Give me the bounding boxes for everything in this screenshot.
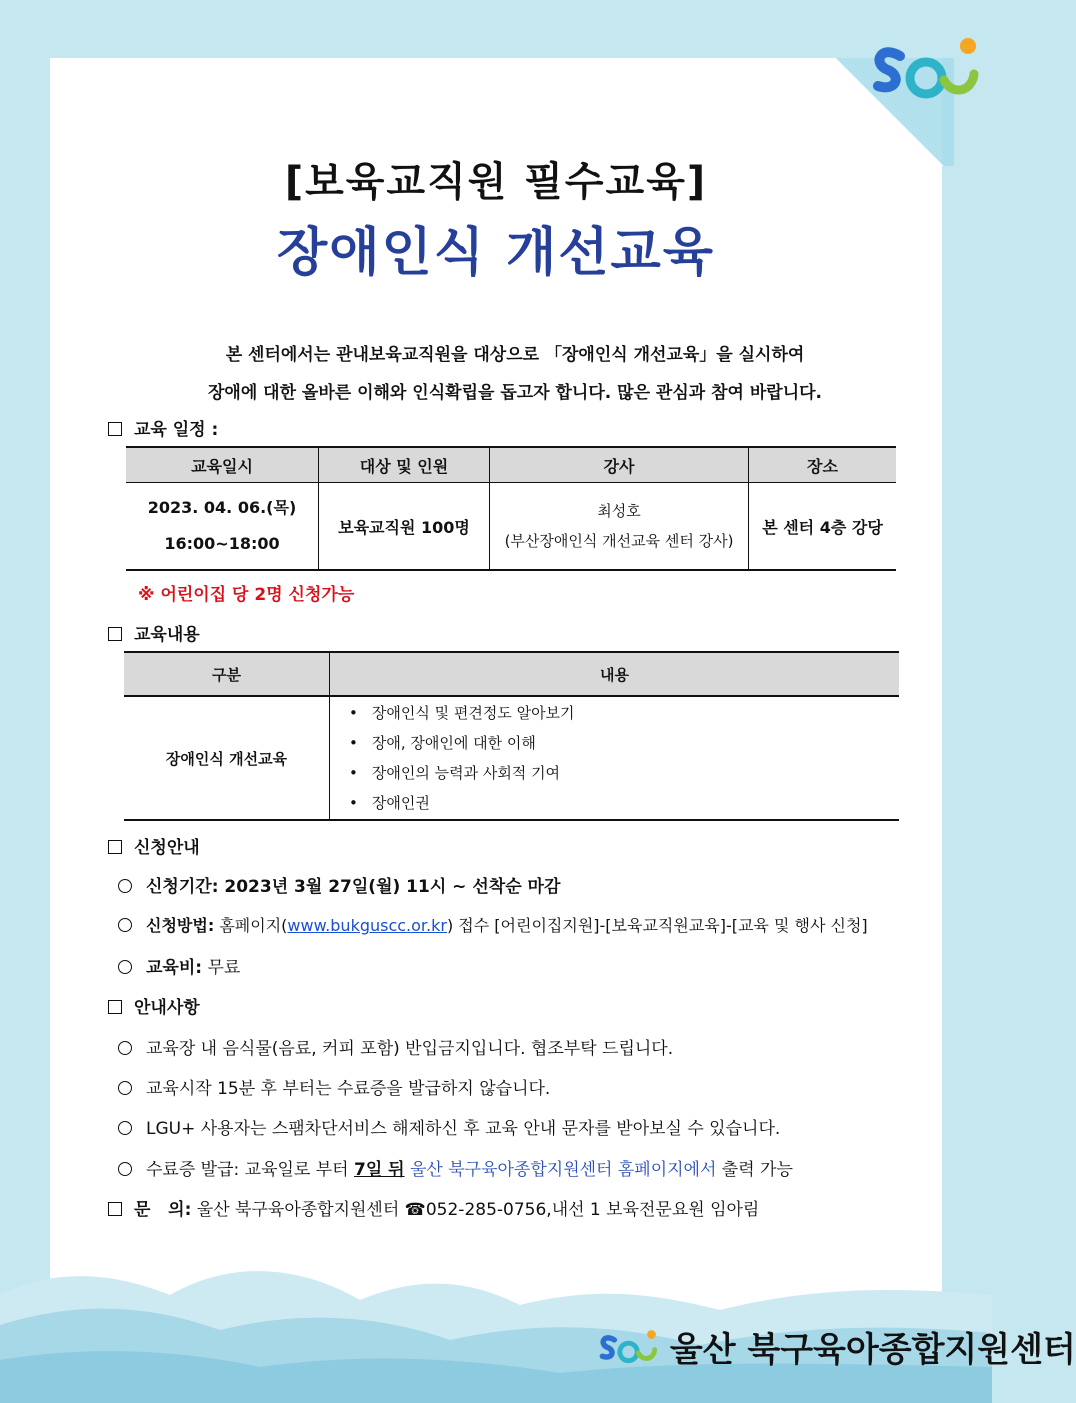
circle-bullet-icon [118,960,132,974]
cell-lecturer [490,483,749,571]
notice-item-1: 교육장 내 음식물(음료, 커피 포함) 반입금지입니다. 협조부탁 드립니다. [118,1034,673,1059]
col-header-date: 교육일시 [126,447,319,483]
lecturer-org: (부산장애인식 개선교육 센터 강사) [504,532,734,550]
checkbox-icon [108,422,122,436]
list-item: • 장애인의 능력과 사회적 기여 [349,758,898,788]
notice-item-4: 수료증 발급: 교육일로 부터 7일 뒤 울산 북구육아종합지원센터 홈페이지에서 출력 가능 [118,1155,793,1180]
content-table [124,651,899,821]
cell-place: 본 센터 4층 강당 [749,483,897,571]
title-line1: [보육교직원 필수교육] [284,159,708,205]
list-item: • 장애인권 [349,788,898,818]
footer-logo [598,1322,1076,1371]
cell-category: 장애인식 개선교육 [124,696,330,820]
checkbox-icon [108,627,122,641]
checkbox-icon [108,1000,122,1014]
apply-fee: 교육비: 무료 [118,953,240,978]
cell-target: 보육교직원 100명 [319,483,490,571]
schedule-table [126,446,896,571]
col-header-target: 대상 및 인원 [319,447,490,483]
cell-content-list [330,696,900,820]
list-item: • 장애인식 및 편견정도 알아보기 [349,698,898,728]
inquiry-line: 문 의: 울산 북구육아종합지원센터 ☎052-285-0756,내선 1 보육전문요원 임아림 [108,1195,759,1220]
cell-time: 16:00~18:00 [164,534,280,553]
col-header-place: 장소 [749,447,897,483]
circle-bullet-icon [118,879,132,893]
apply-heading: 신청안내 [108,833,200,858]
intro-line2: 장애에 대한 올바른 이해와 인식확립을 돕고자 합니다. 많은 관심과 참여 바랍니다. [207,383,823,403]
lecturer-name: 최성호 [597,502,641,520]
notice-item-3: LGU+ 사용자는 스팸차단서비스 해제하신 후 교육 안내 문자를 받아보실 수 있습니다. [118,1114,780,1139]
col-header-category: 구분 [124,652,330,696]
checkbox-icon [108,1202,122,1216]
circle-bullet-icon [118,1081,132,1095]
circle-bullet-icon [118,918,132,932]
apply-method: 신청방법: 홈페이지(www.bukguscc.or.kr) 접수 [어린이집지원]-[보육교직원교육]-[교육 및 행사 신청] [118,913,868,936]
circle-bullet-icon [118,1162,132,1176]
circle-bullet-icon [118,1121,132,1135]
center-logo-icon [870,34,980,104]
notice-item-2: 교육시작 15분 후 부터는 수료증을 발급하지 않습니다. [118,1074,550,1099]
checkbox-icon [108,840,122,854]
cell-datetime [126,483,319,571]
center-logo-icon [598,1325,658,1369]
circle-bullet-icon [118,1041,132,1055]
intro-line1: 본 센터에서는 관내보육교직원을 대상으로 「장애인식 개선교육」을 실시하여 [225,345,805,365]
col-header-lecturer: 강사 [490,447,749,483]
content-heading: 교육내용 [108,620,200,645]
footer-logo-text: 울산 북구육아종합지원센터 [669,1330,1076,1370]
title-line2: 장애인식 개선교육 [277,223,715,283]
cell-date: 2023. 04. 06.(목) [147,498,297,517]
list-item: • 장애, 장애인에 대한 이해 [349,728,898,758]
homepage-link[interactable]: www.bukguscc.or.kr [287,916,447,935]
apply-period: 신청기간: 2023년 3월 27일(월) 11시 ~ 선착순 마감 [118,872,560,897]
notice-heading: 안내사항 [108,993,200,1018]
schedule-heading: 교육 일정 : [108,415,218,440]
col-header-content: 내용 [330,652,900,696]
apply-limit-note: ※ 어린이집 당 2명 신청가능 [138,585,355,605]
